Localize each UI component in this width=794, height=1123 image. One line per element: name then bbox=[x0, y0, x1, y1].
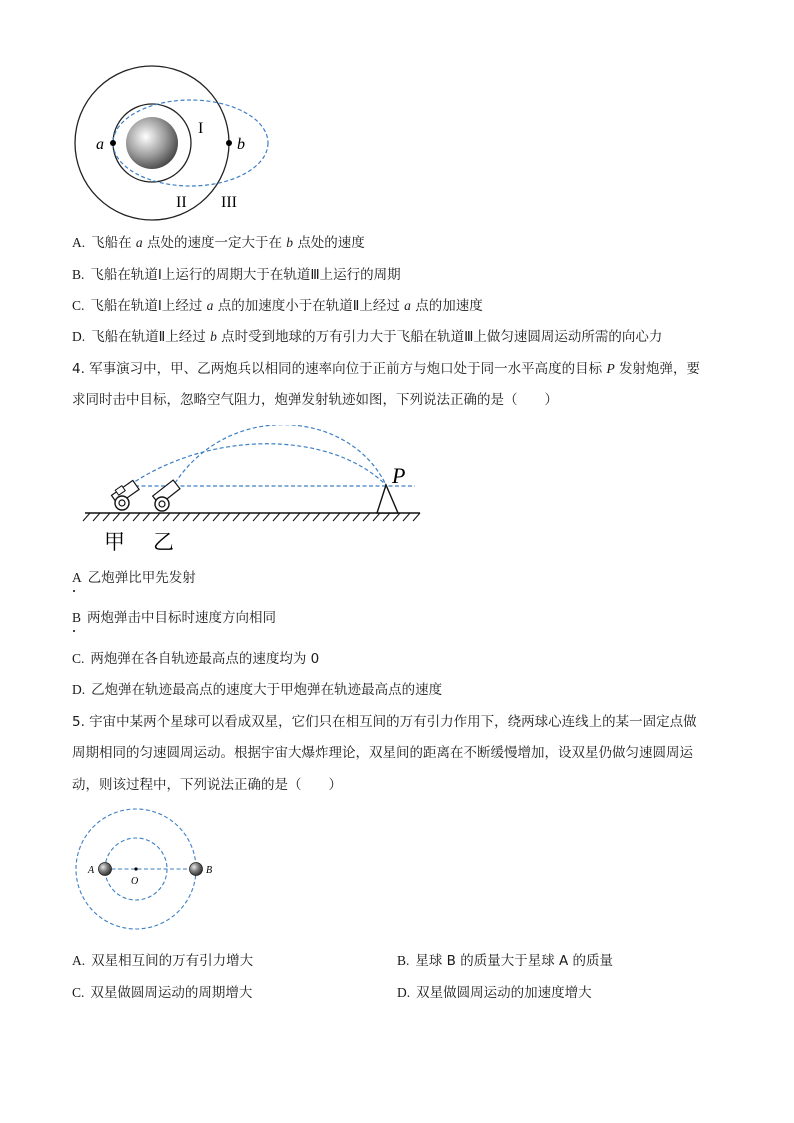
point-a bbox=[110, 140, 116, 146]
label-a: a bbox=[96, 136, 104, 153]
label-star-a: A bbox=[88, 865, 95, 876]
q4-option-c: C. 两炮弹在各自轨迹最高点的速度均为 0 bbox=[72, 651, 320, 667]
q3-option-d: D. 飞船在轨道Ⅱ上经过 b 点时受到地球的万有引力大于飞船在轨道Ⅲ上做匀速圆周运动所需的向心力 bbox=[72, 329, 663, 345]
q5-stem-line-2: 周期相同的匀速圆周运动。根据宇宙大爆炸理论，双星间的距离在不断缓慢增加，设双星仍做匀速圆周运 bbox=[72, 745, 693, 761]
cannon-jia bbox=[111, 480, 139, 510]
q4-option-d: D. 乙炮弹在轨迹最高点的速度大于甲炮弹在轨迹最高点的速度 bbox=[72, 682, 443, 698]
label-orbit-1: I bbox=[198, 120, 204, 137]
q4-option-a: A 乙炮弹比甲先发射 bbox=[72, 570, 196, 586]
orbit-figure bbox=[70, 60, 280, 230]
label-p: P bbox=[392, 463, 406, 488]
option-b-dot bbox=[73, 630, 75, 632]
label-orbit-3: III bbox=[221, 194, 237, 211]
q4-stem-line-2: 求同时击中目标，忽略空气阻力，炮弹发射轨迹如图，下列说法正确的是（ ） bbox=[72, 392, 558, 408]
label-star-b: B bbox=[206, 865, 213, 876]
label-orbit-2: II bbox=[176, 194, 187, 211]
q5-stem-line-3: 动，则该过程中，下列说法正确的是（ ） bbox=[72, 777, 342, 793]
q5-option-c: C. 双星做圆周运动的周期增大 bbox=[72, 985, 253, 1001]
trajectory-high bbox=[175, 425, 386, 485]
star-b bbox=[190, 863, 203, 876]
q3-option-b: B. 飞船在轨道Ⅰ上运行的周期大于在轨道Ⅲ上运行的周期 bbox=[72, 267, 401, 283]
q3-option-c: C. 飞船在轨道Ⅰ上经过 a 点的加速度小于在轨道Ⅱ上经过 a 点的加速度 bbox=[72, 298, 483, 314]
earth bbox=[126, 117, 178, 169]
label-yi: 乙 bbox=[153, 530, 174, 554]
cannon-yi bbox=[153, 480, 180, 511]
option-a-dot bbox=[73, 590, 75, 592]
q5-stem-line-1: 5. 宇宙中某两个星球可以看成双星，它们只在相互间的万有引力作用下，绕两球心连线上的某一固定点做 bbox=[72, 714, 697, 730]
label-jia: 甲 bbox=[104, 530, 125, 554]
binary-star-figure bbox=[70, 808, 230, 938]
trajectory-low bbox=[130, 444, 386, 485]
target-p-marker bbox=[377, 485, 398, 513]
q3-option-a: A. 飞船在 a 点处的速度一定大于在 b 点处的速度 bbox=[72, 235, 365, 251]
q5-option-b: B. 星球 B 的质量大于星球 A 的质量 bbox=[397, 953, 614, 969]
q5-option-d: D. 双星做圆周运动的加速度增大 bbox=[397, 985, 592, 1001]
star-a bbox=[99, 863, 112, 876]
q4-stem-line-1: 4. 军事演习中，甲、乙两炮兵以相同的速率向位于正前方与炮口处于同一水平高度的目标 P 发射炮弹，要 bbox=[72, 361, 701, 377]
point-b bbox=[226, 140, 232, 146]
q4-option-b: B 两炮弹击中目标时速度方向相同 bbox=[72, 610, 277, 626]
center-o bbox=[134, 867, 137, 870]
q5-option-a: A. 双星相互间的万有引力增大 bbox=[72, 953, 254, 969]
label-b: b bbox=[237, 136, 245, 153]
label-center-o: O bbox=[131, 876, 139, 887]
ground-hatching bbox=[83, 513, 420, 521]
cannon-figure bbox=[80, 425, 430, 555]
